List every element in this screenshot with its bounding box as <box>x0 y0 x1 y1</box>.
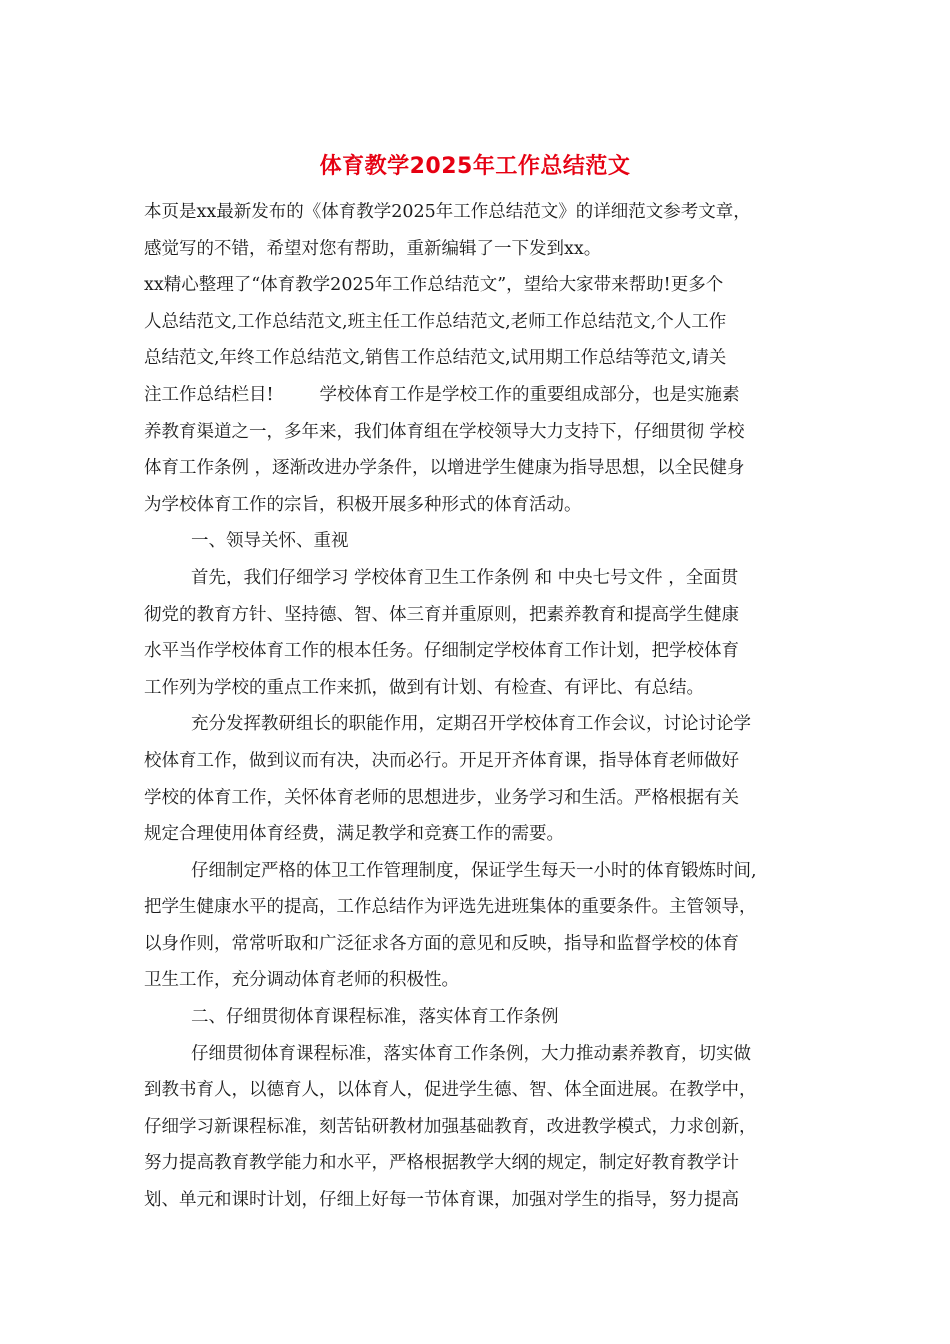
text-line <box>144 597 844 634</box>
text-line <box>144 1072 844 1109</box>
text-line-content: 以身作则，常常听取和广泛征求各方面的意见和反映，指导和监督学校的体育 <box>144 933 739 954</box>
text-line <box>144 999 844 1036</box>
text-line <box>144 1109 844 1146</box>
text-line-content: 仔细制定严格的体卫工作管理制度，保证学生每天一小时的体育锻炼时间, <box>191 860 757 881</box>
text-line-content: 体育工作条例 ，逐渐改进办学条件，以增进学生健康为指导思想，以全民健身 <box>144 458 745 479</box>
text-line-content: 校体育工作，做到议而有决，决而必行。开足开齐体育课，指导体育老师做好 <box>144 750 739 771</box>
text-line <box>144 926 844 963</box>
text-line <box>144 816 844 853</box>
text-line <box>144 560 844 597</box>
text-line <box>144 633 844 670</box>
text-line-content: 划、单元和课时计划，仔细上好每一节体育课，加强对学生的指导，努力提高 <box>144 1190 739 1211</box>
text-line <box>144 780 844 817</box>
text-line-content: xx精心整理了“体育教学2025年工作总结范文”，望给大家带来帮助!更多个 <box>144 275 724 296</box>
text-line <box>144 194 844 231</box>
text-line <box>144 267 844 304</box>
text-line <box>144 706 844 743</box>
text-line-content: 养教育渠道之一，多年来，我们体育组在学校领导大力支持下，仔细贯彻 学校 <box>144 421 745 442</box>
text-line <box>144 377 844 414</box>
text-line <box>144 1036 844 1073</box>
text-line-content: 注工作总结栏目! <box>144 384 274 405</box>
text-line <box>144 743 844 780</box>
document-body <box>144 194 844 1219</box>
document-title: 体育教学2025年工作总结范文 <box>319 154 631 179</box>
text-line-content: 卫生工作，充分调动体育老师的积极性。 <box>144 970 459 991</box>
text-line <box>144 414 844 451</box>
text-line-content: 本页是xx最新发布的《体育教学2025年工作总结范文》的详细范文参考文章， <box>144 202 751 222</box>
text-line-content: 工作列为学校的重点工作来抓，做到有计划、有检查、有评比、有总结。 <box>144 677 704 698</box>
text-line <box>144 1182 844 1219</box>
text-line-content: 水平当作学校体育工作的根本任务。仔细制定学校体育工作计划，把学校体育 <box>144 641 739 662</box>
text-line-content: 努力提高教育教学能力和水平，严格根据教学大纲的规定，制定好教育教学计 <box>144 1153 739 1174</box>
text-line <box>144 523 844 560</box>
text-line <box>144 889 844 926</box>
text-line-content: 二、仔细贯彻体育课程标准，落实体育工作条例 <box>191 1007 559 1028</box>
text-line-content: 总结范文,年终工作总结范文,销售工作总结范文,试用期工作总结等范文,请关 <box>144 348 727 369</box>
text-line-content: 把学生健康水平的提高，工作总结作为评选先进班集体的重要条件。主管领导， <box>144 897 757 918</box>
text-line-content: 学校的体育工作，关怀体育老师的思想进步，业务学习和生活。严格根据有关 <box>144 787 739 808</box>
text-line-content: 规定合理使用体育经费，满足教学和竞赛工作的需要。 <box>144 824 564 845</box>
text-line <box>144 487 844 524</box>
text-line-content: 人总结范文,工作总结范文,班主任工作总结范文,老师工作总结范文,个人工作 <box>144 311 727 332</box>
text-line <box>144 340 844 377</box>
text-line-content: 感觉写的不错，希望对您有帮助，重新编辑了一下发到xx。 <box>144 238 602 259</box>
text-line <box>144 670 844 707</box>
text-line-content: 到教书育人，以德育人，以体育人，促进学生德、智、体全面进展。在教学中， <box>144 1080 757 1101</box>
text-line <box>144 1145 844 1182</box>
text-line-content: 充分发挥教研组长的职能作用，定期召开学校体育工作会议，讨论讨论学 <box>191 714 751 735</box>
text-line-content: 为学校体育工作的宗旨，积极开展多种形式的体育活动。 <box>144 494 582 515</box>
text-line <box>144 853 844 890</box>
text-line-content: 一、领导关怀、重视 <box>191 531 349 552</box>
text-line <box>144 231 844 268</box>
text-line-content: 彻党的教育方针、坚持德、智、体三育并重原则，把素养教育和提高学生健康 <box>144 604 739 625</box>
text-line <box>144 450 844 487</box>
text-line <box>144 962 844 999</box>
text-line <box>144 304 844 341</box>
text-line-content: 首先，我们仔细学习 学校体育卫生工作条例 和 中央七号文件 ，全面贯 <box>191 567 739 588</box>
text-line-content: 仔细学习新课程标准，刻苦钻研教材加强基础教育，改进教学模式，力求创新， <box>144 1116 757 1137</box>
text-line-continuation: 学校体育工作是学校工作的重要组成部分，也是实施素 <box>319 384 740 405</box>
text-line-content: 仔细贯彻体育课程标准，落实体育工作条例，大力推动素养教育，切实做 <box>191 1043 751 1064</box>
